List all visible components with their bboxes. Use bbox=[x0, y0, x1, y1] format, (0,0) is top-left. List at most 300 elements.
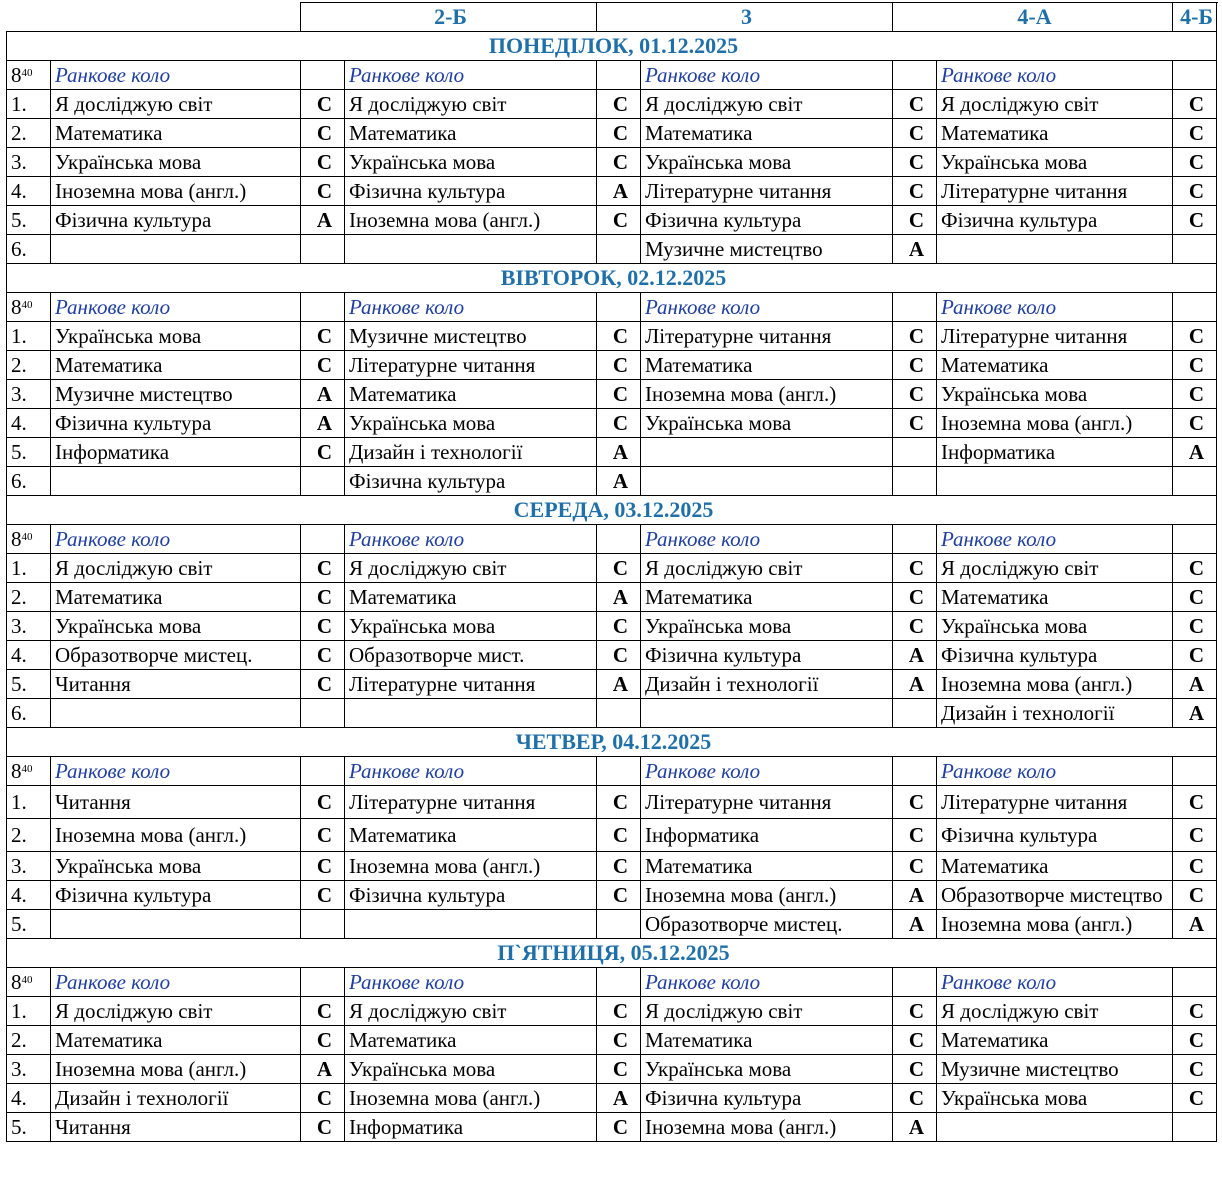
subject-cell: Літературне читання bbox=[641, 177, 893, 206]
room-mark: А bbox=[597, 670, 641, 699]
subject-cell: Я досліджую світ bbox=[937, 90, 1173, 119]
subject-cell: Іноземна мова (англ.) bbox=[641, 1113, 893, 1142]
room-mark: С bbox=[893, 177, 937, 206]
room-mark-empty bbox=[597, 968, 641, 997]
subject-cell: Іноземна мова (англ.) bbox=[51, 177, 301, 206]
room-mark-empty bbox=[893, 525, 937, 554]
room-mark: С bbox=[1173, 1026, 1217, 1055]
subject-cell bbox=[51, 235, 301, 264]
subject-cell: Математика bbox=[641, 583, 893, 612]
lesson-time bbox=[7, 61, 51, 90]
timetable-body bbox=[7, 3, 1217, 1142]
lesson-row bbox=[7, 819, 1217, 852]
morning-circle: Ранкове коло bbox=[51, 293, 301, 322]
day-title: ЧЕТВЕР, 04.12.2025 bbox=[7, 728, 1217, 757]
time-hour: 8 bbox=[11, 970, 22, 994]
room-mark-empty bbox=[597, 525, 641, 554]
subject-cell: Іноземна мова (англ.) bbox=[51, 819, 301, 852]
subject-cell: Дизайн і технології bbox=[345, 438, 597, 467]
room-mark: А bbox=[1173, 670, 1217, 699]
subject-cell: Образотворче мистецтво bbox=[937, 881, 1173, 910]
room-mark-empty bbox=[893, 757, 937, 786]
subject-cell: Музичне мистецтво bbox=[937, 1055, 1173, 1084]
lesson-number: 5. bbox=[7, 910, 51, 939]
subject-cell: Українська мова bbox=[937, 612, 1173, 641]
subject-cell: Математика bbox=[937, 1026, 1173, 1055]
subject-cell: Читання bbox=[51, 1113, 301, 1142]
time-hour: 8 bbox=[11, 63, 22, 87]
room-mark: С bbox=[597, 380, 641, 409]
room-mark: С bbox=[301, 786, 345, 819]
lesson-row bbox=[7, 119, 1217, 148]
lesson-row bbox=[7, 699, 1217, 728]
subject-cell: Образотворче мистец. bbox=[641, 910, 893, 939]
lesson-time bbox=[7, 757, 51, 786]
morning-circle: Ранкове коло bbox=[345, 757, 597, 786]
room-mark: С bbox=[597, 1113, 641, 1142]
room-mark: С bbox=[301, 819, 345, 852]
subject-cell: Українська мова bbox=[51, 852, 301, 881]
subject-cell bbox=[51, 910, 301, 939]
morning-circle: Ранкове коло bbox=[51, 525, 301, 554]
room-mark: С bbox=[893, 786, 937, 819]
room-mark: А bbox=[893, 641, 937, 670]
room-mark-empty bbox=[893, 293, 937, 322]
room-mark: С bbox=[301, 90, 345, 119]
lesson-row bbox=[7, 409, 1217, 438]
room-mark: С bbox=[1173, 177, 1217, 206]
lesson-row bbox=[7, 997, 1217, 1026]
lesson-number: 3. bbox=[7, 148, 51, 177]
morning-row bbox=[7, 968, 1217, 997]
lesson-time bbox=[7, 525, 51, 554]
room-mark-empty bbox=[1173, 968, 1217, 997]
room-mark: С bbox=[597, 612, 641, 641]
subject-cell: Інформатика bbox=[51, 438, 301, 467]
subject-cell: Дизайн і технології bbox=[51, 1084, 301, 1113]
subject-cell: Дизайн і технології bbox=[937, 699, 1173, 728]
lesson-number: 2. bbox=[7, 351, 51, 380]
subject-cell: Літературне читання bbox=[937, 786, 1173, 819]
subject-cell: Іноземна мова (англ.) bbox=[345, 206, 597, 235]
subject-cell: Українська мова bbox=[641, 409, 893, 438]
room-mark-empty bbox=[597, 61, 641, 90]
room-mark: С bbox=[1173, 206, 1217, 235]
room-mark: С bbox=[1173, 881, 1217, 910]
class-header: 3 bbox=[597, 3, 893, 32]
room-mark: А bbox=[1173, 699, 1217, 728]
subject-cell: Математика bbox=[51, 583, 301, 612]
subject-cell: Іноземна мова (англ.) bbox=[345, 1084, 597, 1113]
lesson-row bbox=[7, 1026, 1217, 1055]
subject-cell bbox=[937, 235, 1173, 264]
subject-cell: Я досліджую світ bbox=[937, 554, 1173, 583]
subject-cell: Фізична культура bbox=[51, 206, 301, 235]
room-mark: С bbox=[893, 554, 937, 583]
class-header: 2-Б bbox=[301, 3, 597, 32]
lesson-number: 4. bbox=[7, 409, 51, 438]
morning-row bbox=[7, 61, 1217, 90]
subject-cell: Літературне читання bbox=[345, 351, 597, 380]
subject-cell: Іноземна мова (англ.) bbox=[641, 881, 893, 910]
morning-circle: Ранкове коло bbox=[345, 293, 597, 322]
lesson-number: 1. bbox=[7, 997, 51, 1026]
lesson-number: 1. bbox=[7, 90, 51, 119]
subject-cell: Я досліджую світ bbox=[51, 997, 301, 1026]
room-mark: С bbox=[1173, 380, 1217, 409]
subject-cell: Математика bbox=[937, 351, 1173, 380]
subject-cell: Я досліджую світ bbox=[641, 997, 893, 1026]
subject-cell bbox=[51, 699, 301, 728]
subject-cell: Українська мова bbox=[345, 1055, 597, 1084]
lesson-row bbox=[7, 351, 1217, 380]
room-mark bbox=[893, 467, 937, 496]
room-mark bbox=[597, 235, 641, 264]
subject-cell bbox=[345, 699, 597, 728]
morning-circle: Ранкове коло bbox=[641, 293, 893, 322]
time-minute: 40 bbox=[21, 763, 33, 775]
room-mark: А bbox=[597, 467, 641, 496]
subject-cell: Інформатика bbox=[641, 819, 893, 852]
day-header-row bbox=[7, 496, 1217, 525]
room-mark: С bbox=[1173, 148, 1217, 177]
room-mark: С bbox=[597, 119, 641, 148]
room-mark: А bbox=[301, 380, 345, 409]
room-mark: С bbox=[301, 119, 345, 148]
lesson-row bbox=[7, 641, 1217, 670]
morning-circle: Ранкове коло bbox=[937, 968, 1173, 997]
subject-cell: Українська мова bbox=[641, 612, 893, 641]
day-title: ПОНЕДІЛОК, 01.12.2025 bbox=[7, 32, 1217, 61]
room-mark: А bbox=[893, 910, 937, 939]
subject-cell: Фізична культура bbox=[937, 641, 1173, 670]
room-mark: С bbox=[1173, 819, 1217, 852]
subject-cell: Іноземна мова (англ.) bbox=[937, 670, 1173, 699]
subject-cell: Я досліджую світ bbox=[937, 997, 1173, 1026]
room-mark: С bbox=[893, 119, 937, 148]
subject-cell bbox=[345, 235, 597, 264]
room-mark: С bbox=[597, 554, 641, 583]
room-mark: С bbox=[893, 380, 937, 409]
lesson-row bbox=[7, 1055, 1217, 1084]
lesson-number: 6. bbox=[7, 235, 51, 264]
subject-cell: Фізична культура bbox=[345, 177, 597, 206]
subject-cell: Літературне читання bbox=[641, 322, 893, 351]
room-mark: С bbox=[1173, 583, 1217, 612]
room-mark: С bbox=[301, 670, 345, 699]
lesson-row bbox=[7, 910, 1217, 939]
room-mark: С bbox=[1173, 997, 1217, 1026]
subject-cell: Фізична культура bbox=[51, 409, 301, 438]
subject-cell: Фізична культура bbox=[937, 206, 1173, 235]
morning-circle: Ранкове коло bbox=[345, 525, 597, 554]
lesson-number: 2. bbox=[7, 1026, 51, 1055]
subject-cell: Я досліджую світ bbox=[641, 554, 893, 583]
lesson-number: 3. bbox=[7, 612, 51, 641]
morning-circle: Ранкове коло bbox=[641, 757, 893, 786]
class-header: 4-Б bbox=[1173, 3, 1217, 32]
room-mark: С bbox=[597, 881, 641, 910]
lesson-row bbox=[7, 1113, 1217, 1142]
room-mark: С bbox=[301, 1113, 345, 1142]
lesson-row bbox=[7, 852, 1217, 881]
room-mark: С bbox=[893, 852, 937, 881]
lesson-row bbox=[7, 612, 1217, 641]
subject-cell: Іноземна мова (англ.) bbox=[937, 910, 1173, 939]
subject-cell: Математика bbox=[641, 119, 893, 148]
lesson-row bbox=[7, 583, 1217, 612]
subject-cell: Іноземна мова (англ.) bbox=[937, 409, 1173, 438]
lesson-row bbox=[7, 786, 1217, 819]
subject-cell: Математика bbox=[345, 583, 597, 612]
room-mark: С bbox=[1173, 641, 1217, 670]
room-mark: С bbox=[893, 1055, 937, 1084]
room-mark: С bbox=[1173, 852, 1217, 881]
subject-cell: Математика bbox=[51, 119, 301, 148]
time-hour: 8 bbox=[11, 295, 22, 319]
morning-circle: Ранкове коло bbox=[641, 968, 893, 997]
lesson-row bbox=[7, 670, 1217, 699]
lesson-row bbox=[7, 322, 1217, 351]
room-mark: С bbox=[1173, 554, 1217, 583]
room-mark: С bbox=[1173, 90, 1217, 119]
lesson-time bbox=[7, 293, 51, 322]
lesson-number: 4. bbox=[7, 881, 51, 910]
subject-cell bbox=[641, 699, 893, 728]
subject-cell: Математика bbox=[937, 119, 1173, 148]
subject-cell: Фізична культура bbox=[641, 641, 893, 670]
room-mark: С bbox=[893, 1084, 937, 1113]
room-mark: С bbox=[301, 881, 345, 910]
room-mark bbox=[893, 699, 937, 728]
room-mark: А bbox=[597, 438, 641, 467]
room-mark: С bbox=[301, 852, 345, 881]
room-mark-empty bbox=[597, 757, 641, 786]
room-mark: С bbox=[1173, 1055, 1217, 1084]
subject-cell: Українська мова bbox=[51, 322, 301, 351]
room-mark: А bbox=[597, 177, 641, 206]
morning-circle: Ранкове коло bbox=[937, 293, 1173, 322]
room-mark: С bbox=[597, 322, 641, 351]
subject-cell: Читання bbox=[51, 670, 301, 699]
room-mark bbox=[1173, 467, 1217, 496]
lesson-row bbox=[7, 467, 1217, 496]
lesson-number: 2. bbox=[7, 119, 51, 148]
day-header-row bbox=[7, 728, 1217, 757]
lesson-row bbox=[7, 235, 1217, 264]
morning-circle: Ранкове коло bbox=[937, 525, 1173, 554]
room-mark: С bbox=[597, 786, 641, 819]
subject-cell: Образотворче мистец. bbox=[51, 641, 301, 670]
subject-cell: Фізична культура bbox=[641, 206, 893, 235]
room-mark: А bbox=[597, 583, 641, 612]
lesson-row bbox=[7, 881, 1217, 910]
lesson-number: 1. bbox=[7, 786, 51, 819]
morning-row bbox=[7, 525, 1217, 554]
room-mark: С bbox=[893, 322, 937, 351]
morning-row bbox=[7, 293, 1217, 322]
room-mark-empty bbox=[301, 968, 345, 997]
subject-cell: Українська мова bbox=[345, 612, 597, 641]
subject-cell: Фізична культура bbox=[937, 819, 1173, 852]
lesson-row bbox=[7, 90, 1217, 119]
timetable bbox=[6, 2, 1217, 1142]
day-header-row bbox=[7, 264, 1217, 293]
lesson-row bbox=[7, 1084, 1217, 1113]
lesson-number: 6. bbox=[7, 699, 51, 728]
subject-cell: Фізична культура bbox=[345, 467, 597, 496]
room-mark: С bbox=[597, 641, 641, 670]
lesson-number: 4. bbox=[7, 1084, 51, 1113]
time-hour: 8 bbox=[11, 527, 22, 551]
room-mark: С bbox=[301, 177, 345, 206]
subject-cell: Я досліджую світ bbox=[345, 997, 597, 1026]
room-mark: С bbox=[597, 148, 641, 177]
room-mark bbox=[301, 235, 345, 264]
subject-cell: Математика bbox=[345, 1026, 597, 1055]
room-mark: С bbox=[893, 351, 937, 380]
room-mark: А bbox=[301, 409, 345, 438]
room-mark bbox=[1173, 235, 1217, 264]
room-mark bbox=[1173, 1113, 1217, 1142]
lesson-time bbox=[7, 968, 51, 997]
subject-cell: Літературне читання bbox=[937, 177, 1173, 206]
subject-cell: Українська мова bbox=[937, 380, 1173, 409]
room-mark: С bbox=[301, 322, 345, 351]
room-mark bbox=[597, 699, 641, 728]
subject-cell: Я досліджую світ bbox=[345, 90, 597, 119]
morning-circle: Ранкове коло bbox=[51, 61, 301, 90]
time-minute: 40 bbox=[21, 974, 33, 986]
subject-cell: Я досліджую світ bbox=[51, 90, 301, 119]
time-minute: 40 bbox=[21, 67, 33, 79]
subject-cell: Читання bbox=[51, 786, 301, 819]
room-mark: С bbox=[301, 148, 345, 177]
lesson-row bbox=[7, 438, 1217, 467]
subject-cell: Літературне читання bbox=[345, 786, 597, 819]
morning-circle: Ранкове коло bbox=[345, 968, 597, 997]
class-header: 4-А bbox=[893, 3, 1173, 32]
room-mark: С bbox=[301, 641, 345, 670]
class-header-row bbox=[7, 3, 1217, 32]
subject-cell: Математика bbox=[51, 1026, 301, 1055]
morning-circle: Ранкове коло bbox=[51, 757, 301, 786]
lesson-number: 6. bbox=[7, 467, 51, 496]
room-mark-empty bbox=[301, 525, 345, 554]
day-header-row bbox=[7, 939, 1217, 968]
room-mark: С bbox=[301, 612, 345, 641]
room-mark: С bbox=[301, 438, 345, 467]
subject-cell: Дизайн і технології bbox=[641, 670, 893, 699]
room-mark bbox=[301, 467, 345, 496]
subject-cell: Українська мова bbox=[51, 612, 301, 641]
day-title: П`ЯТНИЦЯ, 05.12.2025 bbox=[7, 939, 1217, 968]
room-mark: С bbox=[597, 1055, 641, 1084]
time-hour: 8 bbox=[11, 759, 22, 783]
morning-circle: Ранкове коло bbox=[937, 757, 1173, 786]
subject-cell: Математика bbox=[641, 852, 893, 881]
day-title: ВІВТОРОК, 02.12.2025 bbox=[7, 264, 1217, 293]
lesson-number: 2. bbox=[7, 583, 51, 612]
room-mark: С bbox=[893, 90, 937, 119]
room-mark: С bbox=[301, 997, 345, 1026]
room-mark: С bbox=[597, 90, 641, 119]
subject-cell: Літературне читання bbox=[937, 322, 1173, 351]
subject-cell: Математика bbox=[937, 583, 1173, 612]
subject-cell: Математика bbox=[345, 819, 597, 852]
lesson-number: 4. bbox=[7, 177, 51, 206]
lesson-number: 2. bbox=[7, 819, 51, 852]
subject-cell: Іноземна мова (англ.) bbox=[51, 1055, 301, 1084]
room-mark: С bbox=[1173, 119, 1217, 148]
room-mark: А bbox=[597, 1084, 641, 1113]
lesson-row bbox=[7, 177, 1217, 206]
subject-cell: Українська мова bbox=[345, 409, 597, 438]
room-mark: С bbox=[301, 583, 345, 612]
room-mark-empty bbox=[1173, 61, 1217, 90]
room-mark: С bbox=[597, 997, 641, 1026]
room-mark-empty bbox=[301, 293, 345, 322]
room-mark-empty bbox=[301, 61, 345, 90]
room-mark: С bbox=[1173, 786, 1217, 819]
subject-cell: Фізична культура bbox=[345, 881, 597, 910]
day-header-row bbox=[7, 32, 1217, 61]
lesson-number: 3. bbox=[7, 380, 51, 409]
room-mark: С bbox=[1173, 409, 1217, 438]
time-minute: 40 bbox=[21, 531, 33, 543]
subject-cell: Фізична культура bbox=[51, 881, 301, 910]
subject-cell: Математика bbox=[345, 380, 597, 409]
morning-row bbox=[7, 757, 1217, 786]
lesson-number: 5. bbox=[7, 1113, 51, 1142]
subject-cell: Математика bbox=[641, 1026, 893, 1055]
room-mark: А bbox=[893, 1113, 937, 1142]
subject-cell: Іноземна мова (англ.) bbox=[345, 852, 597, 881]
room-mark: С bbox=[597, 206, 641, 235]
time-minute: 40 bbox=[21, 299, 33, 311]
lesson-number: 3. bbox=[7, 852, 51, 881]
room-mark-empty bbox=[1173, 293, 1217, 322]
room-mark: С bbox=[1173, 351, 1217, 380]
room-mark: С bbox=[301, 1026, 345, 1055]
lesson-number: 5. bbox=[7, 438, 51, 467]
room-mark-empty bbox=[1173, 525, 1217, 554]
room-mark: С bbox=[597, 852, 641, 881]
subject-cell: Математика bbox=[937, 852, 1173, 881]
subject-cell: Математика bbox=[345, 119, 597, 148]
room-mark: С bbox=[301, 554, 345, 583]
subject-cell: Українська мова bbox=[937, 1084, 1173, 1113]
room-mark: С bbox=[1173, 1084, 1217, 1113]
room-mark: С bbox=[893, 997, 937, 1026]
room-mark: С bbox=[1173, 322, 1217, 351]
room-mark: С bbox=[597, 819, 641, 852]
room-mark: С bbox=[893, 819, 937, 852]
subject-cell: Я досліджую світ bbox=[345, 554, 597, 583]
subject-cell: Українська мова bbox=[345, 148, 597, 177]
subject-cell: Математика bbox=[641, 351, 893, 380]
subject-cell: Українська мова bbox=[641, 1055, 893, 1084]
subject-cell: Музичне мистецтво bbox=[345, 322, 597, 351]
lesson-row bbox=[7, 554, 1217, 583]
room-mark: С bbox=[893, 148, 937, 177]
subject-cell: Я досліджую світ bbox=[641, 90, 893, 119]
lesson-row bbox=[7, 148, 1217, 177]
room-mark bbox=[893, 438, 937, 467]
room-mark: А bbox=[301, 206, 345, 235]
room-mark: С bbox=[597, 409, 641, 438]
room-mark: С bbox=[893, 206, 937, 235]
